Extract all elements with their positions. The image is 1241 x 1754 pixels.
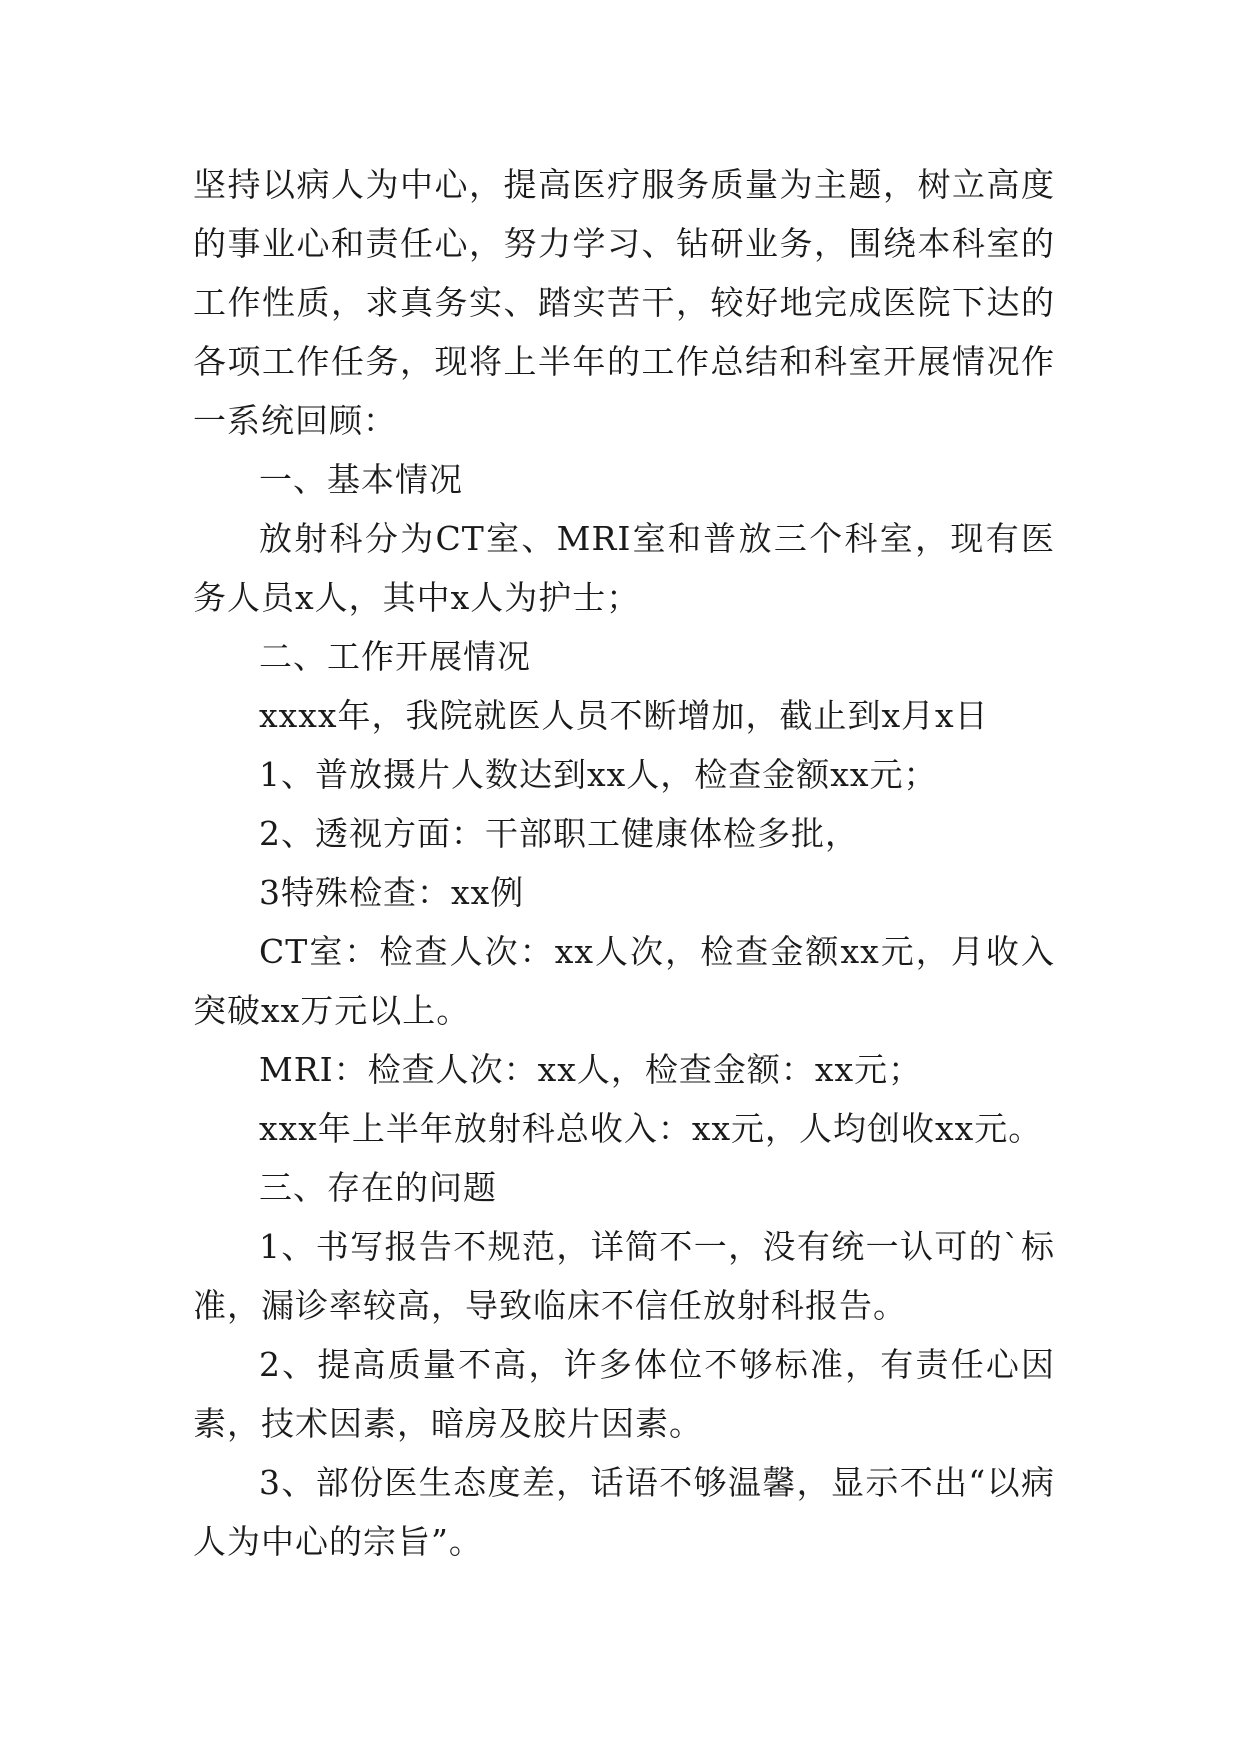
problem-item: 1、书写报告不规范，详简不一，没有统一认可的`标准，漏诊率较高，导致临床不信任放射科报告。 [193, 1227, 1055, 1325]
work-progress-paragraph: xxxx年，我院就医人员不断增加，截止到x月x日 [259, 696, 989, 735]
document-body [193, 155, 1055, 1571]
total-income-paragraph: xxx年上半年放射科总收入：xx元，人均创收xx元。 [259, 1109, 1043, 1148]
list-item: 3特殊检查：xx例 [259, 873, 525, 912]
intro-paragraph: 坚持以病人为中心，提高医疗服务质量为主题，树立高度的事业心和责任心，努力学习、钻研业务，围绕本科室的工作性质，求真务实、踏实苦干，较好地完成医院下达的各项工作任务，现将上半年的工作总结和科室开展情况作一系统回顾： [193, 165, 1055, 440]
basic-situation-paragraph: 放射科分为CT室、MRI室和普放三个科室，现有医务人员x人，其中x人为护士； [193, 519, 1055, 617]
list-item: 2、透视方面：干部职工健康体检多批， [259, 814, 859, 853]
problem-item: 2、提高质量不高，许多体位不够标准，有责任心因素，技术因素，暗房及胶片因素。 [193, 1345, 1055, 1443]
section-heading-problems: 三、存在的问题 [259, 1168, 497, 1207]
problem-item: 3、部份医生态度差，话语不够温馨，显示不出“以病人为中心的宗旨”。 [193, 1463, 1055, 1561]
ct-room-paragraph: CT室：检查人次：xx人次，检查金额xx元，月收入突破xx万元以上。 [193, 932, 1055, 1030]
section-heading-basic-situation: 一、基本情况 [259, 460, 463, 499]
mri-paragraph: MRI：检查人次：xx人，检查金额：xx元； [259, 1050, 923, 1089]
section-heading-work-progress: 二、工作开展情况 [259, 637, 531, 676]
list-item: 1、普放摄片人数达到xx人，检查金额xx元； [259, 755, 938, 794]
